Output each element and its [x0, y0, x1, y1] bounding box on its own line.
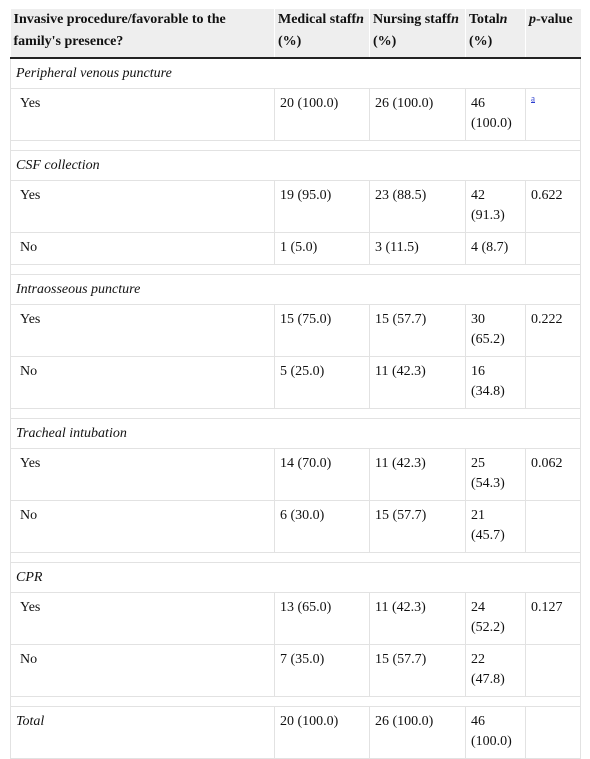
- spacer-cell: [11, 265, 581, 275]
- section-spacer: [11, 553, 581, 563]
- header-total-n: n: [499, 12, 508, 27]
- total-row: [11, 707, 581, 759]
- header-p-rest: -value: [536, 12, 573, 27]
- row-label: No: [11, 357, 275, 409]
- header-nursing-n: n: [451, 12, 459, 27]
- cell-p-value: [526, 645, 581, 697]
- total-medical: 20 (100.0): [275, 707, 370, 759]
- cell-total: 42 (91.3): [466, 181, 526, 233]
- table-row: [11, 233, 581, 265]
- table-body: [11, 58, 581, 759]
- header-nursing-staff: [370, 9, 466, 58]
- row-label: Yes: [11, 305, 275, 357]
- table-row: [11, 181, 581, 233]
- section-spacer: [11, 697, 581, 707]
- table-header-row: [11, 9, 581, 58]
- cell-total: 24 (52.2): [466, 593, 526, 645]
- cell-nursing: 11 (42.3): [370, 449, 466, 501]
- cell-p-value: [526, 89, 581, 141]
- cell-medical: 15 (75.0): [275, 305, 370, 357]
- table-row: [11, 357, 581, 409]
- cell-medical: 5 (25.0): [275, 357, 370, 409]
- spacer-cell: [11, 409, 581, 419]
- header-medical-n: n: [356, 12, 364, 27]
- section-header-row: [11, 563, 581, 593]
- section-title: Tracheal intubation: [11, 419, 581, 449]
- header-medical-pct: (%): [278, 34, 302, 49]
- cell-nursing: 3 (11.5): [370, 233, 466, 265]
- total-total: 46 (100.0): [466, 707, 526, 759]
- section-title: Intraosseous puncture: [11, 275, 581, 305]
- row-label: No: [11, 645, 275, 697]
- table-row: [11, 89, 581, 141]
- row-label: No: [11, 233, 275, 265]
- cell-p-value: [526, 181, 581, 233]
- cell-nursing: 15 (57.7): [370, 501, 466, 553]
- cell-total: 46 (100.0): [466, 89, 526, 141]
- spacer-cell: [11, 697, 581, 707]
- section-header-row: [11, 151, 581, 181]
- cell-p-value: [526, 501, 581, 553]
- header-procedure-text: Invasive procedure/favorable to the family's presence?: [13, 12, 226, 49]
- section-title: CPR: [11, 563, 581, 593]
- cell-nursing: 26 (100.0): [370, 89, 466, 141]
- total-nursing: 26 (100.0): [370, 707, 466, 759]
- row-label: Yes: [11, 593, 275, 645]
- cell-nursing: 15 (57.7): [370, 305, 466, 357]
- table-row: [11, 593, 581, 645]
- cell-medical: 20 (100.0): [275, 89, 370, 141]
- cell-p-value: [526, 305, 581, 357]
- cell-total: 4 (8.7): [466, 233, 526, 265]
- table-container: [10, 9, 580, 759]
- header-p-letter: p: [529, 12, 536, 27]
- section-header-row: [11, 275, 581, 305]
- row-label: Yes: [11, 89, 275, 141]
- cell-p-value: [526, 233, 581, 265]
- header-total-pct: (%): [469, 34, 493, 49]
- footnote-link[interactable]: a: [531, 93, 535, 104]
- table-row: [11, 645, 581, 697]
- total-p-value: [526, 707, 581, 759]
- cell-p-value: [526, 357, 581, 409]
- section-spacer: [11, 409, 581, 419]
- section-spacer: [11, 265, 581, 275]
- p-value-text: 0.622: [531, 188, 563, 203]
- procedure-table: [10, 9, 581, 759]
- cell-nursing: 11 (42.3): [370, 593, 466, 645]
- cell-nursing: 23 (88.5): [370, 181, 466, 233]
- section-title: CSF collection: [11, 151, 581, 181]
- row-label: Yes: [11, 449, 275, 501]
- cell-total: 25 (54.3): [466, 449, 526, 501]
- cell-nursing: 11 (42.3): [370, 357, 466, 409]
- row-label: Yes: [11, 181, 275, 233]
- header-medical-staff: [275, 9, 370, 58]
- spacer-cell: [11, 553, 581, 563]
- p-value-text: 0.062: [531, 456, 563, 471]
- cell-medical: 7 (35.0): [275, 645, 370, 697]
- cell-medical: 14 (70.0): [275, 449, 370, 501]
- header-total-label: Total: [469, 12, 500, 27]
- section-spacer: [11, 141, 581, 151]
- cell-medical: 19 (95.0): [275, 181, 370, 233]
- p-value-text: 0.222: [531, 312, 563, 327]
- cell-total: 21 (45.7): [466, 501, 526, 553]
- cell-total: 22 (47.8): [466, 645, 526, 697]
- cell-p-value: [526, 593, 581, 645]
- header-total: [466, 9, 526, 58]
- cell-nursing: 15 (57.7): [370, 645, 466, 697]
- table-row: [11, 449, 581, 501]
- section-title: Peripheral venous puncture: [11, 58, 581, 89]
- table-row: [11, 305, 581, 357]
- header-medical-label: Medical staff: [278, 12, 357, 27]
- row-label: No: [11, 501, 275, 553]
- spacer-cell: [11, 141, 581, 151]
- cell-medical: 6 (30.0): [275, 501, 370, 553]
- p-value-text: 0.127: [531, 600, 563, 615]
- cell-medical: 13 (65.0): [275, 593, 370, 645]
- total-label: Total: [11, 707, 275, 759]
- cell-total: 30 (65.2): [466, 305, 526, 357]
- header-procedure: [11, 9, 275, 58]
- section-header-row: [11, 58, 581, 89]
- header-nursing-label: Nursing staff: [373, 12, 452, 27]
- section-header-row: [11, 419, 581, 449]
- cell-p-value: [526, 449, 581, 501]
- header-p-value: [526, 9, 581, 58]
- cell-total: 16 (34.8): [466, 357, 526, 409]
- table-row: [11, 501, 581, 553]
- cell-medical: 1 (5.0): [275, 233, 370, 265]
- header-nursing-pct: (%): [373, 34, 397, 49]
